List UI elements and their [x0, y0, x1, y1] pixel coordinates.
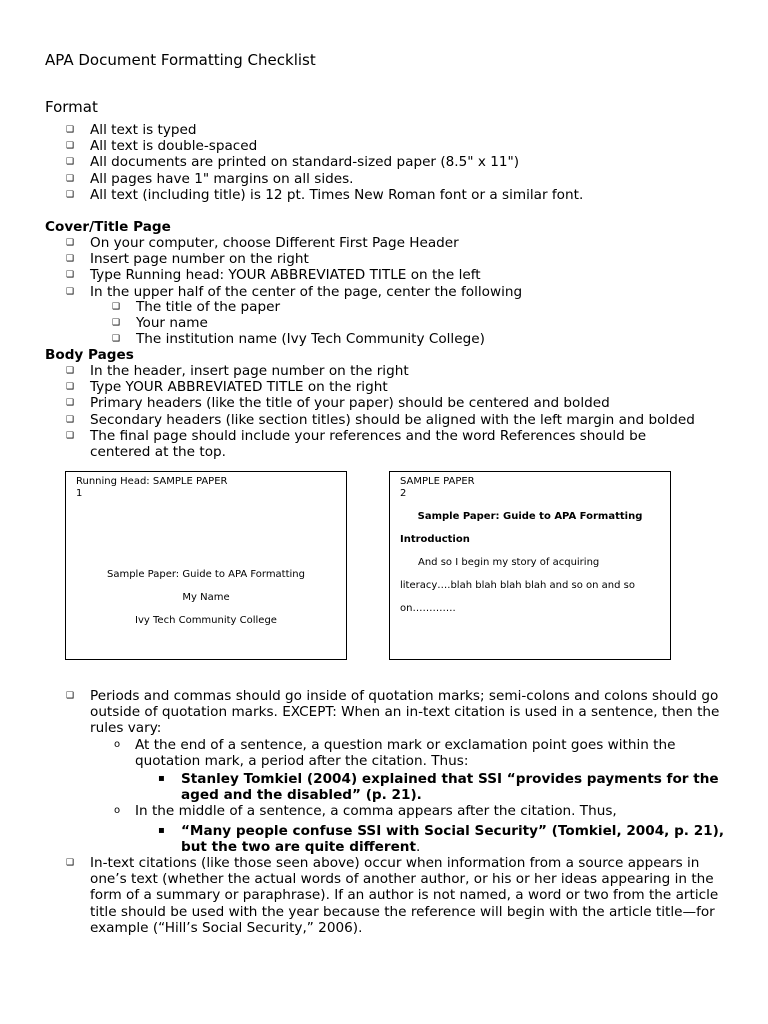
checkbox-bullet-icon: ❑	[112, 318, 121, 329]
cover-page-heading: Cover/Title Page	[45, 219, 171, 235]
list-item: ❑ Type Running head: YOUR ABBREVIATED TITLE on the left	[66, 267, 481, 284]
list-item: ❑ All documents are printed on standard-sized paper (8.5" x 11")	[66, 154, 520, 171]
page-number: 1	[76, 488, 83, 499]
body-text-line: literacy….blah blah blah blah and so on and so	[400, 580, 635, 591]
section-heading: Introduction	[400, 534, 470, 545]
page-number: 2	[400, 488, 407, 499]
list-item: o In the middle of a sentence, a comma appears after the citation. Thus,	[114, 803, 617, 819]
list-item: ❑ Type YOUR ABBREVIATED TITLE on the right	[66, 379, 388, 396]
list-item: ❑ Periods and commas should go inside of quotation marks; semi-colons and colons should go outside of quotation marks. EXCEPT: When an in-text citation is used in a sentence, then the rules vary:	[66, 688, 720, 737]
checkbox-bullet-icon: ❑	[66, 270, 75, 281]
checkbox-bullet-icon: ❑	[112, 334, 121, 345]
checkbox-bullet-icon: ❑	[66, 286, 75, 297]
list-item: ❑ Your name	[112, 315, 208, 332]
paper-title: Sample Paper: Guide to APA Formatting	[106, 569, 305, 580]
checkbox-bullet-icon: ❑	[66, 691, 75, 701]
list-item: ❑ Primary headers (like the title of your paper) should be centered and bolded	[66, 395, 610, 412]
checkbox-bullet-icon: ❑	[66, 141, 75, 152]
checkbox-bullet-icon: ❑	[66, 125, 75, 135]
checkbox-bullet-icon: ❑	[66, 157, 75, 168]
square-bullet-icon: ▪	[158, 825, 165, 836]
list-item: ❑ On your computer, choose Different First Page Header	[66, 235, 459, 251]
checkbox-bullet-icon: ❑	[66, 382, 75, 393]
checkbox-bullet-icon: ❑	[66, 414, 75, 425]
square-bullet-icon: ▪	[158, 773, 165, 784]
list-item: ❑ All text is typed	[66, 122, 197, 138]
list-item: ❑ In-text citations (like those seen above) occur when information from a source appears in one’s text (whether the actual words of another author, or his or her ideas appearing in the form of a summary or paraphrase). If an author is not named, a word or two from the article title should be used with the year because the reference will begin with the article title—for example (“Hill’s Social Security,” 2006).	[66, 855, 719, 936]
cover-page-list	[66, 235, 726, 300]
format-list	[66, 122, 726, 203]
checkbox-bullet-icon: ❑	[66, 398, 75, 409]
list-item: ❑ All pages have 1" margins on all sides.	[66, 170, 354, 187]
checkbox-bullet-icon: ❑	[66, 858, 75, 868]
circle-bullet-icon: o	[114, 805, 121, 816]
checkbox-bullet-icon: ❑	[66, 238, 75, 248]
list-item: ❑ Insert page number on the right	[66, 251, 309, 268]
format-heading: Format	[45, 98, 98, 116]
sample-body-page	[389, 471, 671, 660]
page-header: SAMPLE PAPER	[400, 476, 475, 487]
document-title: APA Document Formatting Checklist	[45, 51, 316, 69]
example-citation-2: ▪ “Many people confuse SSI with Social Security” (Tomkiel, 2004, p. 21), but the two are quite different.	[158, 823, 724, 856]
circle-bullet-icon: o	[114, 739, 121, 750]
institution-name: Ivy Tech Community College	[135, 615, 277, 626]
checkbox-bullet-icon: ❑	[66, 430, 75, 441]
list-item: ❑ All text is double-spaced	[66, 138, 258, 155]
list-item: o At the end of a sentence, a question mark or exclamation point goes within the quotation mark, a period after the citation. Thus:	[114, 737, 676, 770]
example-citation-1: ▪ Stanley Tomkiel (2004) explained that SSI “provides payments for the aged and the disabled” (p. 21).	[158, 771, 719, 804]
citations-list	[66, 855, 726, 936]
list-item: ❑ The title of the paper	[112, 299, 281, 315]
running-head: Running Head: SAMPLE PAPER	[76, 476, 228, 487]
list-item: ❑ In the upper half of the center of the page, center the following	[66, 283, 523, 300]
cover-page-sublist	[112, 299, 712, 348]
body-pages-list	[66, 363, 726, 460]
list-item: ❑ The final page should include your references and the word References should be centered at the top.	[66, 427, 647, 461]
rule-list	[114, 737, 714, 769]
punctuation-list	[66, 688, 726, 737]
list-item: ❑ The institution name (Ivy Tech Community College)	[112, 331, 485, 348]
checkbox-bullet-icon: ❑	[66, 254, 75, 265]
body-text-line: And so I begin my story of acquiring	[418, 557, 600, 568]
paper-title: Sample Paper: Guide to APA Formatting	[417, 511, 643, 522]
checkbox-bullet-icon: ❑	[66, 189, 75, 200]
list-item: ❑ In the header, insert page number on the right	[66, 363, 409, 379]
rule-list	[114, 803, 714, 819]
checkbox-bullet-icon: ❑	[66, 173, 75, 184]
checkbox-bullet-icon: ❑	[66, 366, 75, 376]
author-name: My Name	[182, 592, 230, 603]
list-item: ❑ All text (including title) is 12 pt. Times New Roman font or a similar font.	[66, 186, 584, 203]
checkbox-bullet-icon: ❑	[112, 302, 121, 312]
body-pages-heading: Body Pages	[45, 347, 134, 363]
body-text-line: on………….	[400, 603, 456, 614]
list-item: ❑ Secondary headers (like section titles) should be aligned with the left margin and bolded	[66, 411, 695, 428]
sample-title-page	[65, 471, 347, 660]
